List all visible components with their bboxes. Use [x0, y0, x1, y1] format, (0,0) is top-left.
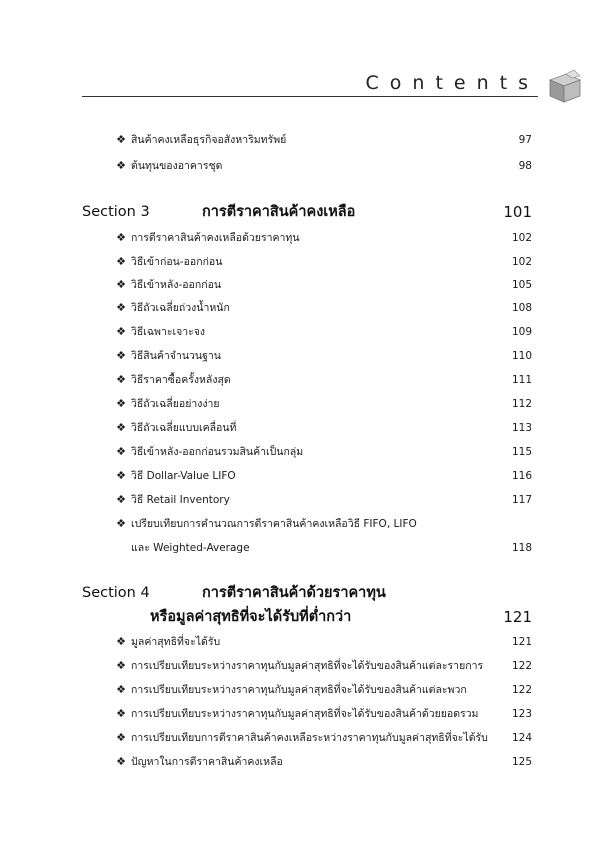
entry-label: และ Weighted-Average: [131, 542, 250, 554]
entry-page: 111: [511, 374, 532, 386]
entry-page: 123: [511, 708, 532, 720]
section-page: 101: [503, 203, 532, 221]
diamond-bullet-icon: ❖: [116, 255, 126, 268]
entry-page: 102: [511, 256, 532, 268]
entry-label: การเปรียบเทียบระหว่างราคาทุนกับมูลค่าสุทธิที่จะได้รับของสินค้าแต่ละรายการ: [131, 660, 484, 672]
toc-entry[interactable]: [114, 633, 532, 651]
toc-entry[interactable]: [114, 491, 532, 509]
entry-label: มูลค่าสุทธิที่จะได้รับ: [131, 636, 221, 648]
entry-label: การเปรียบเทียบระหว่างราคาทุนกับมูลค่าสุทธิที่จะได้รับของสินค้าด้วยยอดรวม: [131, 708, 479, 720]
entry-page: 98: [518, 160, 532, 172]
toc-entry[interactable]: [114, 395, 532, 413]
entry-page: 124: [511, 732, 532, 744]
diamond-bullet-icon: ❖: [116, 493, 126, 506]
section-number: Section 3: [82, 204, 150, 220]
entry-label: วิธีเข้าหลัง-ออกก่อน: [131, 279, 222, 291]
toc-entry[interactable]: [114, 467, 532, 485]
diamond-bullet-icon: ❖: [116, 301, 126, 314]
entry-label: วิธีถัวเฉลี่ยถ่วงน้ำหนัก: [131, 302, 230, 314]
entry-page: 105: [511, 279, 532, 291]
entry-page: 115: [511, 446, 532, 458]
section-title: การตีราคาสินค้าด้วยราคาทุน: [202, 585, 386, 601]
diamond-bullet-icon: ❖: [116, 517, 126, 530]
entry-label: การเปรียบเทียบระหว่างราคาทุนกับมูลค่าสุทธิที่จะได้รับของสินค้าแต่ละพวก: [131, 684, 467, 696]
entry-label: วิธีสินค้าจำนวนฐาน: [131, 350, 221, 362]
entry-page: 116: [511, 470, 532, 482]
diamond-bullet-icon: ❖: [116, 397, 126, 410]
diamond-bullet-icon: ❖: [116, 707, 126, 720]
entry-label: การเปรียบเทียบการตีราคาสินค้าคงเหลือระหว่างราคาทุนกับมูลค่าสุทธิที่จะได้รับ: [131, 732, 488, 744]
entry-label: ต้นทุนของอาคารชุด: [131, 160, 223, 172]
section-title-continued: หรือมูลค่าสุทธิที่จะได้รับที่ต่ำกว่า: [150, 609, 352, 625]
diamond-bullet-icon: ❖: [116, 133, 126, 146]
toc-entry[interactable]: [114, 157, 532, 175]
diamond-bullet-icon: ❖: [116, 445, 126, 458]
diamond-bullet-icon: ❖: [116, 683, 126, 696]
toc-entry[interactable]: [114, 419, 532, 437]
diamond-bullet-icon: ❖: [116, 349, 126, 362]
toc-entry[interactable]: [114, 515, 532, 533]
entry-page: 118: [511, 542, 532, 554]
page-title: Contents: [365, 72, 539, 94]
entry-page: 97: [518, 134, 532, 146]
toc-entry[interactable]: [114, 299, 532, 317]
section-heading-4-line2[interactable]: [82, 605, 532, 629]
entry-page: 113: [511, 422, 532, 434]
diamond-bullet-icon: ❖: [116, 659, 126, 672]
toc-entry[interactable]: [114, 753, 532, 771]
diamond-bullet-icon: ❖: [116, 469, 126, 482]
entry-page: 125: [511, 756, 532, 768]
entry-label: วิธีเฉพาะเจาะจง: [131, 326, 206, 338]
toc-entry[interactable]: [114, 323, 532, 341]
toc-entry[interactable]: [114, 253, 532, 271]
section-title: การตีราคาสินค้าคงเหลือ: [202, 204, 356, 220]
toc-entry-continuation[interactable]: [114, 539, 532, 557]
toc-entry[interactable]: [114, 729, 532, 747]
entry-page: 122: [511, 684, 532, 696]
toc-entry[interactable]: [114, 347, 532, 365]
diamond-bullet-icon: ❖: [116, 731, 126, 744]
entry-label: สินค้าคงเหลือธุรกิจอสังหาริมทรัพย์: [131, 134, 287, 146]
entry-label: วิธีเข้าหลัง-ออกก่อนรวมสินค้าเป็นกลุ่ม: [131, 446, 304, 458]
section-heading-4[interactable]: [82, 581, 532, 605]
entry-label: วิธีถัวเฉลี่ยแบบเคลื่อนที่: [131, 422, 237, 434]
toc-entry[interactable]: [114, 229, 532, 247]
entry-page: 122: [511, 660, 532, 672]
diamond-bullet-icon: ❖: [116, 159, 126, 172]
entry-label: การตีราคาสินค้าคงเหลือด้วยราคาทุน: [131, 232, 300, 244]
diamond-bullet-icon: ❖: [116, 231, 126, 244]
toc-entry[interactable]: [114, 681, 532, 699]
toc-entry[interactable]: [114, 657, 532, 675]
entry-label: วิธีราคาซื้อครั้งหลังสุด: [131, 374, 231, 386]
entry-page: 108: [511, 302, 532, 314]
toc-entry[interactable]: [114, 443, 532, 461]
diamond-bullet-icon: ❖: [116, 755, 126, 768]
entry-page: 109: [511, 326, 532, 338]
entry-page: 112: [511, 398, 532, 410]
entry-page: 117: [511, 494, 532, 506]
entry-label: วิธี Retail Inventory: [131, 494, 230, 506]
section-page: 121: [503, 608, 532, 626]
diamond-bullet-icon: ❖: [116, 278, 126, 291]
diamond-bullet-icon: ❖: [116, 325, 126, 338]
diamond-bullet-icon: ❖: [116, 421, 126, 434]
toc-entry[interactable]: [114, 276, 532, 294]
entry-label: วิธี Dollar-Value LIFO: [131, 470, 236, 482]
entry-page: 102: [511, 232, 532, 244]
toc-entry[interactable]: [114, 371, 532, 389]
entry-page: 110: [511, 350, 532, 362]
section-heading-3[interactable]: [82, 200, 532, 224]
toc-entry[interactable]: [114, 131, 532, 149]
toc-entry[interactable]: [114, 705, 532, 723]
entry-label: เปรียบเทียบการคำนวณการตีราคาสินค้าคงเหลือวิธี FIFO, LIFO: [131, 518, 417, 530]
section-number: Section 4: [82, 585, 150, 601]
entry-label: วิธีเข้าก่อน-ออกก่อน: [131, 256, 223, 268]
diamond-bullet-icon: ❖: [116, 635, 126, 648]
entry-label: ปัญหาในการตีราคาสินค้าคงเหลือ: [131, 756, 283, 768]
entry-page: 121: [511, 636, 532, 648]
diamond-bullet-icon: ❖: [116, 373, 126, 386]
entry-label: วิธีถัวเฉลี่ยอย่างง่าย: [131, 398, 220, 410]
